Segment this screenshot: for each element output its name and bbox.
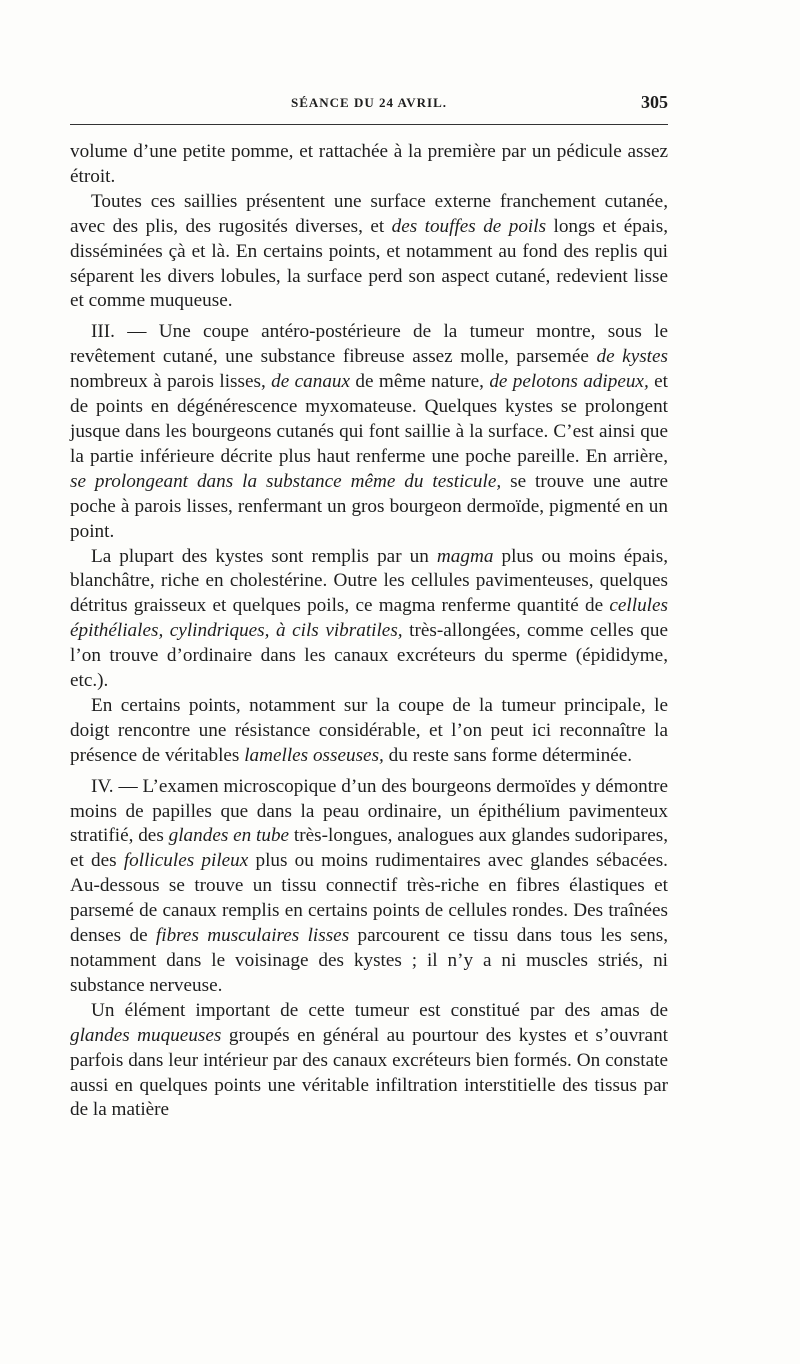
paragraph-6: IV. — L’examen microscopique d’un des bourgeons dermoïdes y démontre moins de papilles que dans la peau ordinaire, un épithélium pavimenteux stratifié, des glandes en tube très-longues, analogues aux glandes sudoripares, et des follicules pileux plus ou moins rudimentaires avec glandes sébacées. Au-dessous se trouve un tissu connectif très-riche en fibres élastiques et parsemé de canaux remplis en certains points de cellules rondes. Des traînées denses de fibres musculaires lisses parcourent ce tissu dans tous les sens, notamment dans le voisinage des kystes ; il n’y a ni muscles striés, ni substance nerveuse. — [70, 775, 669, 996]
paragraph-3: III. — Une coupe antéro-postérieure de la tumeur montre, sous le revêtement cutané, une substance fibreuse assez molle, parsemée de kystes nombreux à parois lisses, de canaux de même nature, de pelotons adipeux, et de points en dégénérescence myxomateuse. Quelques kystes se prolongent jusque dans les bourgeons cutanés qui font saillie à la surface. C’est ainsi que la partie inférieure décrite plus haut renferme une poche pareille. En arrière, se prolongeant dans la substance même du testicule, se trouve une autre poche à parois lisses, renfermant un gros bourgeon dermoïde, pigmenté en un point. — [70, 321, 668, 542]
header-rule — [70, 124, 668, 125]
body-text — [70, 140, 668, 1123]
paragraph-5: En certains points, notamment sur la coupe de la tumeur principale, le doigt rencontre une résistance considérable, et l’on peut ici reconnaître la présence de véritables lamelles osseuses, du reste sans forme déterminée. — [70, 694, 668, 766]
paragraph-2: Toutes ces saillies présentent une surface externe franchement cutanée, avec des plis, des rugosités diverses, et des touffes de poils longs et épais, disséminées çà et là. En certains points, et notamment au fond des replis qui séparent les divers lobules, la surface perd son aspect cutané, redevient lisse et comme muqueuse. — [70, 190, 668, 312]
running-title: SÉANCE DU 24 AVRIL. — [290, 95, 447, 110]
page-number: 305 — [641, 92, 668, 112]
paragraph-4: La plupart des kystes sont remplis par un magma plus ou moins épais, blanchâtre, riche en cholestérine. Outre les cellules pavimenteuses, quelques détritus graisseux et quelques poils, ce magma renferme quantité de cellules épithéliales, cylindriques, à cils vibratiles, très-allongées, comme celles que l’on trouve d’ordinaire dans les canaux excréteurs du sperme (épididyme, etc.). — [70, 545, 669, 692]
paragraph-7: Un élément important de cette tumeur est constitué par des amas de glandes muqueuses groupés en général au pourtour des kystes et s’ouvrant parfois dans leur intérieur par des canaux excréteurs bien formés. On constate aussi en quelques points une véritable infiltration interstitielle des tissus par de la matière — [70, 999, 669, 1121]
paragraph-1: volume d’une petite pomme, et rattachée à la première par un pédicule assez étroit. — [70, 141, 668, 187]
running-header — [70, 92, 668, 114]
